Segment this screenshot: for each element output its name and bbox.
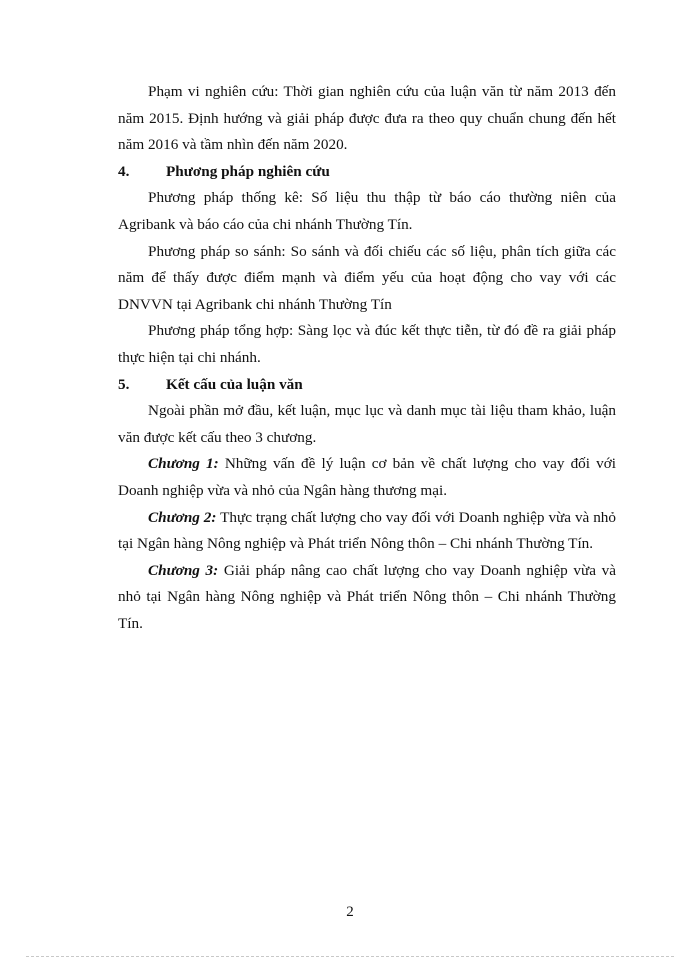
compare-method-paragraph: Phương pháp so sánh: So sánh và đối chiếu các số liệu, phân tích giữa các năm để thấy được điểm mạnh và điểm yếu của hoạt động cho vay với các DNVVN tại Agribank chi nhánh Thường Tín [118,242,616,313]
stat-method-paragraph: Phương pháp thống kê: Số liệu thu thập từ báo cáo thường niên của Agribank và báo cáo của chi nhánh Thường Tín. [118,189,616,233]
section-title: Phương pháp nghiên cứu [166,162,330,180]
scope-paragraph: Phạm vi nghiên cứu: Thời gian nghiên cứu của luận văn từ năm 2013 đến năm 2015. Định hướng và giải pháp được đưa ra theo quy chuẩn chung đến hết năm 2016 và tầm nhìn đến năm 2020. [118,83,616,154]
section-number: 5. [118,375,130,393]
section-number: 4. [118,162,130,180]
chapter-2-label: Chương 2: [148,508,217,526]
section-title: Kết cấu của luận văn [166,375,303,393]
chapter-2-text: Thực trạng chất lượng cho vay đối với Doanh nghiệp vừa và nhỏ tại Ngân hàng Nông nghiệp và Phát triển Nông thôn – Chi nhánh Thường Tín. [118,508,616,553]
section-heading-structure [118,372,616,399]
section-heading-methods [118,159,616,186]
chapter-2-paragraph [118,505,616,558]
chapter-3-label: Chương 3: [148,561,219,579]
page-bottom-divider [26,956,674,957]
page-number: 2 [346,904,354,920]
synthesis-method-paragraph: Phương pháp tổng hợp: Sàng lọc và đúc kết thực tiễn, từ đó đề ra giải pháp thực hiện tại chi nhánh. [118,322,616,366]
chapter-3-paragraph [118,558,616,638]
structure-intro-paragraph: Ngoài phần mở đầu, kết luận, mục lục và danh mục tài liệu tham khảo, luận văn được kết cấu theo 3 chương. [118,402,616,446]
chapter-1-text: Những vấn đề lý luận cơ bản về chất lượng cho vay đối với Doanh nghiệp vừa và nhỏ của Ngân hàng thương mại. [118,455,616,499]
chapter-3-text: Giải pháp nâng cao chất lượng cho vay Doanh nghiệp vừa và nhỏ tại Ngân hàng Nông nghiệp và Phát triển Nông thôn – Chi nhánh Thường Tín. [118,561,616,632]
chapter-1-label: Chương 1: [148,455,219,473]
chapter-1-paragraph [118,451,616,504]
page-body [118,79,616,637]
